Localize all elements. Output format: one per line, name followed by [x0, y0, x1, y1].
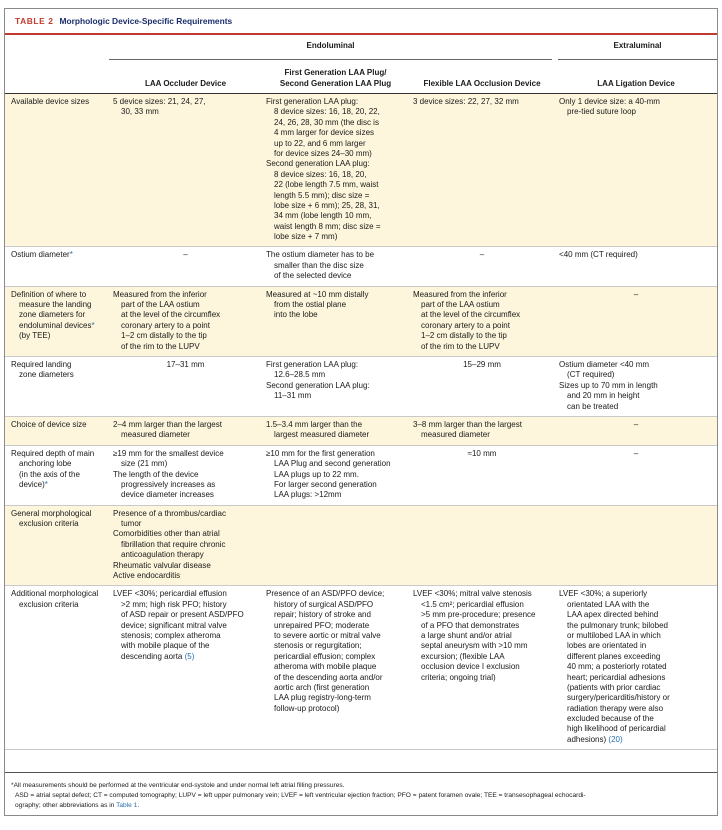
- text-line: For larger second generation: [274, 479, 377, 489]
- text-line: largest measured diameter: [274, 430, 370, 440]
- footnote-marker: *: [69, 250, 73, 260]
- text-line: LVEF <30%; a superiorly: [559, 589, 648, 599]
- text-line: orientated LAA with the: [567, 599, 650, 609]
- text-line: exclusion criteria: [19, 519, 79, 529]
- text-line: tumor: [121, 519, 142, 529]
- text-line: Required depth of main: [11, 448, 95, 458]
- cell-general-criteria: [109, 505, 717, 586]
- text-line: 8 device sizes: 16, 18, 20,: [274, 169, 367, 179]
- reference-link[interactable]: (5): [184, 651, 195, 661]
- text-line: 1.5–3.4 mm larger than the: [266, 419, 363, 429]
- text-line: Presence of an ASD/PFO device;: [266, 589, 385, 599]
- cell-plug: [262, 356, 409, 416]
- footnote: *All measurements should be performed at the ventricular end-systole and under normal left atrial filling pressures.: [11, 782, 345, 790]
- text-line: Only 1 device size: a 40-mm: [559, 97, 660, 106]
- cell-plug: [262, 286, 409, 356]
- cell-occluder: [109, 586, 262, 750]
- text-line: or multilobed LAA in which: [567, 630, 661, 640]
- text-line: septal aneurysm with >10 mm: [421, 641, 528, 651]
- text-line: the pulmonary trunk; bilobed: [567, 620, 668, 630]
- text-line: of the selected device: [274, 271, 352, 281]
- text-line: 5 device sizes: 21, 24, 27,: [113, 97, 206, 106]
- text-line: [11, 480, 105, 490]
- text-line: Ostium diameter <40 mm: [559, 359, 650, 369]
- table-row-device-sizes: [5, 94, 717, 247]
- text-line: at the level of the circumflex: [121, 310, 221, 320]
- text-line: heart; pericardial adhesions: [567, 672, 666, 682]
- cell-plug: [262, 247, 409, 286]
- text-line: LVEF <30%; mitral valve stenosis: [413, 589, 532, 599]
- text-line: LAA plugs: >12mm: [274, 490, 342, 500]
- text-part: endoluminal devices: [19, 320, 92, 330]
- text-line: into the lobe: [274, 310, 318, 320]
- reference-link[interactable]: (20): [608, 734, 623, 744]
- cell-flexible: 3 device sizes: 22, 27, 32 mm: [409, 94, 555, 247]
- table-number: TABLE 2: [15, 16, 54, 26]
- text-line: surgery/pericarditis/history or: [567, 693, 670, 703]
- text-line: measured diameter: [121, 430, 190, 440]
- text-line: measure the landing: [19, 300, 92, 310]
- text-line: for device sizes 24–30 mm): [274, 148, 372, 158]
- text-line: size (21 mm): [121, 459, 168, 469]
- text-part: device): [19, 479, 45, 489]
- footnote-marker: *: [44, 479, 48, 489]
- row-label: [5, 356, 109, 416]
- text-line: 22 (lobe length 7.5 mm, waist: [274, 180, 379, 190]
- text-line: 4 mm larger for device sizes: [274, 128, 375, 138]
- header-col-plug: [262, 60, 409, 94]
- cell-flexible: [409, 586, 555, 750]
- header-col-plug-line2: Second Generation LAA Plug: [279, 78, 392, 88]
- table-footer: [5, 772, 717, 815]
- table1-link[interactable]: Table 1: [116, 802, 138, 810]
- table-row-depth: [5, 445, 717, 505]
- text-line: lobes are orientated in: [567, 641, 647, 651]
- text-line: radiation therapy were also: [567, 703, 664, 713]
- text-line: 3–8 mm larger than the largest: [413, 419, 522, 429]
- cell-plug: [262, 445, 409, 505]
- header-blank: [5, 35, 109, 60]
- text-line: Required landing: [11, 359, 72, 369]
- text-line: can be treated: [567, 401, 619, 411]
- cell-ligation: –: [555, 286, 717, 356]
- header-group-endoluminal: Endoluminal: [109, 35, 555, 60]
- row-label: [5, 505, 109, 586]
- text-line: LAA apex directed behind: [567, 610, 659, 620]
- row-label: Choice of device size: [5, 416, 109, 445]
- text-line: anchoring lobe: [19, 459, 72, 469]
- table-row-general-exclusion: [5, 505, 717, 586]
- header-col-ligation: LAA Ligation Device: [555, 60, 717, 94]
- text-line: Rheumatic valvular disease: [113, 560, 211, 570]
- text-line: lobe size + 7 mm): [274, 232, 338, 242]
- text-line: length 5.5 mm); disc size =: [274, 190, 370, 200]
- text-line: waist length 8 mm; disc size =: [274, 221, 381, 231]
- text-line: Second generation LAA plug:: [266, 159, 370, 169]
- text-line: from the ostial plane: [274, 300, 347, 310]
- row-label: [5, 445, 109, 505]
- text-line: aortic arch (first generation: [274, 682, 370, 692]
- cell-occluder: –: [109, 247, 262, 286]
- cell-plug: [262, 94, 409, 247]
- header-blank-2: [5, 60, 109, 94]
- abbreviations-line1: ASD = atrial septal defect; CT = computed tomography; LUPV = left upper pulmonary vein; LVEF = left ventricular ejection fraction; PFO = patent foramen ovale; TEE = transesophageal echocardi-: [15, 792, 586, 800]
- text-line: measured diameter: [421, 430, 490, 440]
- text-line: smaller than the disc size: [274, 260, 364, 270]
- table-row-definition: [5, 286, 717, 356]
- text-line: unrepaired PFO; moderate: [274, 620, 370, 630]
- text-line: LAA Plug and second generation: [274, 459, 391, 469]
- text-line: history of surgical ASD/PFO: [274, 599, 374, 609]
- text-line: up to 22, and 6 mm larger: [274, 138, 366, 148]
- text-line: 24, 26, 28, 30 mm (the disc is: [274, 117, 379, 127]
- text-line: Active endocarditis: [113, 571, 181, 581]
- table-title: [5, 9, 717, 35]
- text-line: Additional morphological: [11, 589, 99, 599]
- text-line: and 20 mm in height: [567, 391, 640, 401]
- text-line: pericardial effusion; complex: [274, 651, 376, 661]
- text-line: LAA plugs up to 22 mm.: [274, 469, 359, 479]
- abbreviations: [11, 791, 711, 811]
- text-line: occlusion device I exclusion: [421, 662, 520, 672]
- row-label: [5, 286, 109, 356]
- text-line: Comorbidities other than atrial: [113, 529, 220, 539]
- text-line: follow-up protocol): [274, 703, 340, 713]
- text-line: of ASD repair or present ASD/PFO: [121, 610, 244, 620]
- text-line: 12.6–28.5 mm: [274, 370, 326, 380]
- text-line: Measured at ~10 mm distally: [266, 289, 369, 299]
- header-group-extraluminal: Extraluminal: [555, 35, 717, 60]
- text-line: to severe aortic or mitral valve: [274, 630, 381, 640]
- text-line: 8 device sizes: 16, 18, 20, 22,: [274, 107, 380, 117]
- text-line: coronary artery to a point: [421, 320, 510, 330]
- text-part: descending aorta: [121, 651, 183, 661]
- cell-flexible: ≈10 mm: [409, 445, 555, 505]
- cell-ligation: [555, 356, 717, 416]
- text-line: lobe size + 6 mm); 25, 28, 31,: [274, 200, 380, 210]
- footnote-marker: *: [91, 320, 95, 330]
- text-line: The length of the device: [113, 469, 199, 479]
- text-line: stenosis; complex atheroma: [121, 630, 221, 640]
- text-line: of the descending aorta and/or: [274, 672, 383, 682]
- text-line: part of the LAA ostium: [421, 300, 500, 310]
- cell-flexible: –: [409, 247, 555, 286]
- text-line: (in the axis of the: [19, 469, 80, 479]
- text-line: different planes exceeding: [567, 651, 661, 661]
- text-line: high likelihood of pericardial: [567, 724, 666, 734]
- text-line: of the rim to the LUPV: [421, 341, 500, 351]
- text-line: <1.5 cm²; pericardial effusion: [421, 599, 524, 609]
- header-col-occluder: LAA Occluder Device: [109, 60, 262, 94]
- cell-ligation: [555, 586, 717, 750]
- table-row-choice-size: [5, 416, 717, 445]
- text-line: (by TEE): [19, 331, 51, 341]
- cell-ligation: [555, 94, 717, 247]
- text-line: stenosis or regurgitation;: [274, 641, 362, 651]
- cell-plug: [262, 586, 409, 750]
- text-line: Measured from the inferior: [413, 289, 507, 299]
- header-col-plug-line1: First Generation LAA Plug/: [284, 68, 387, 78]
- text-line: >2 mm; high risk PFO; history: [121, 599, 227, 609]
- abbreviations-line2: ography; other abbreviations as in: [15, 802, 115, 810]
- text-line: excursion; (flexible LAA: [421, 651, 505, 661]
- cell-occluder: 17–31 mm: [109, 356, 262, 416]
- row-label: [5, 247, 109, 286]
- text-line: zone diameters: [19, 370, 74, 380]
- text-line: at the level of the circumflex: [421, 310, 521, 320]
- text-line: 34 mm (lobe length 10 mm,: [274, 211, 372, 221]
- text-line: Sizes up to 70 mm in length: [559, 380, 658, 390]
- text-line: First generation LAA plug:: [266, 359, 359, 369]
- text-line: repair; history of stroke and: [274, 610, 371, 620]
- table-row-additional-exclusion: [5, 586, 717, 750]
- abbreviations-end: .: [137, 802, 140, 810]
- text-line: coronary artery to a point: [121, 320, 210, 330]
- text-line: (CT required): [567, 370, 615, 380]
- requirements-table: [5, 35, 717, 750]
- cell-occluder: [109, 94, 262, 247]
- text-line: fibrillation that require chronic: [121, 539, 226, 549]
- text-line: [559, 735, 713, 745]
- table-title-text: Morphologic Device-Specific Requirements: [59, 16, 233, 26]
- row-label-text: Ostium diameter: [11, 250, 70, 260]
- text-line: 2–4 mm larger than the largest: [113, 419, 222, 429]
- cell-ligation: –: [555, 416, 717, 445]
- row-label: [5, 586, 109, 750]
- text-line: 11–31 mm: [274, 391, 312, 401]
- table-row-ostium: [5, 247, 717, 286]
- text-line: atheroma with mobile plaque: [274, 662, 377, 672]
- text-line: >5 mm pre-procedure; presence: [421, 610, 536, 620]
- cell-occluder: [109, 286, 262, 356]
- header-col-flexible: Flexible LAA Occlusion Device: [409, 60, 555, 94]
- text-line: excluded because of the: [567, 714, 654, 724]
- cell-flexible: 15–29 mm: [409, 356, 555, 416]
- text-line: 1–2 cm distally to the tip: [121, 331, 207, 341]
- cell-occluder: [109, 445, 262, 505]
- text-line: pre-tied suture loop: [567, 107, 636, 117]
- cell-ligation: <40 mm (CT required): [555, 247, 717, 286]
- text-line: (patients with prior cardiac: [567, 682, 661, 692]
- text-line: anticoagulation therapy: [121, 550, 204, 560]
- text-line: [113, 652, 258, 662]
- text-line: of the rim to the LUPV: [121, 341, 200, 351]
- text-line: criteria; ongoing trial): [421, 672, 496, 682]
- text-line: Definition of where to: [11, 289, 87, 299]
- cell-flexible: [409, 416, 555, 445]
- row-label: Available device sizes: [5, 94, 109, 247]
- text-line: General morphological: [11, 508, 92, 518]
- text-part: adhesions): [567, 734, 607, 744]
- table-page: [4, 8, 718, 816]
- text-line: zone diameters for: [19, 310, 86, 320]
- text-line: LVEF <30%; pericardial effusion: [113, 589, 227, 599]
- text-line: The ostium diameter has to be: [266, 250, 375, 260]
- text-line: 30, 33 mm: [121, 107, 159, 117]
- text-line: progressively increases as: [121, 479, 216, 489]
- text-line: exclusion criteria: [19, 599, 79, 609]
- text-line: Second generation LAA plug:: [266, 380, 370, 390]
- cell-plug: [262, 416, 409, 445]
- text-line: device; significant mitral valve: [121, 620, 227, 630]
- text-line: of a PFO that demonstrates: [421, 620, 520, 630]
- text-line: with mobile plaque of the: [121, 641, 210, 651]
- text-line: [11, 321, 105, 331]
- text-line: device diameter increases: [121, 490, 214, 500]
- cell-ligation: –: [555, 445, 717, 505]
- text-line: First generation LAA plug:: [266, 97, 359, 106]
- text-line: ≥19 mm for the smallest device: [113, 448, 224, 458]
- table-row-landing-zone: [5, 356, 717, 416]
- text-line: part of the LAA ostium: [121, 300, 200, 310]
- text-line: LAA plug registry-long-term: [274, 693, 371, 703]
- cell-flexible: [409, 286, 555, 356]
- text-line: a large shunt and/or atrial: [421, 630, 512, 640]
- cell-occluder: [109, 416, 262, 445]
- text-line: 1–2 cm distally to the tip: [421, 331, 507, 341]
- text-line: ≥10 mm for the first generation: [266, 448, 375, 458]
- text-line: 40 mm; a posteriorly rotated: [567, 662, 667, 672]
- text-line: Measured from the inferior: [113, 289, 207, 299]
- text-line: Presence of a thrombus/cardiac: [113, 508, 226, 518]
